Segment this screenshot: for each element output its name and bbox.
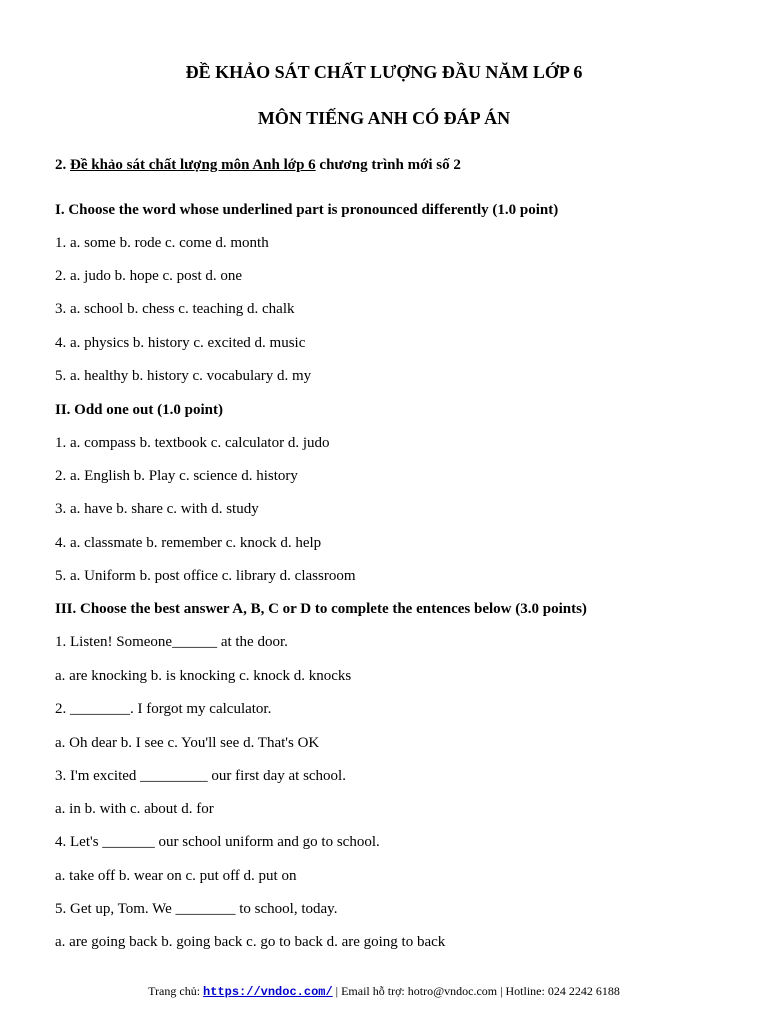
answer-options: a. in b. with c. about d. for <box>55 801 214 817</box>
page-footer <box>0 984 768 999</box>
question-line: 4. a. physics b. history c. excited d. music <box>55 335 306 351</box>
question-line: 3. a. school b. chess c. teaching d. chalk <box>55 301 295 317</box>
answer-options: a. take off b. wear on c. put off d. put on <box>55 868 297 884</box>
question-line: 5. a. healthy b. history c. vocabulary d. my <box>55 368 312 384</box>
question-line: 4. Let's _______ our school uniform and go to school. <box>55 834 380 850</box>
footer-contact: | Email hỗ trợ: hotro@vndoc.com | Hotline: 024 2242 6188 <box>332 984 620 998</box>
question-line: 5. Get up, Tom. We ________ to school, today. <box>55 901 338 917</box>
subheading-rest: chương trình mới số 2 <box>315 157 461 173</box>
answer-options: a. are going back b. going back c. go to back d. are going to back <box>55 934 446 950</box>
question-line: 2. a. English b. Play c. science d. history <box>55 468 298 484</box>
subheading-number: 2. <box>55 157 70 173</box>
page-subtitle: MÔN TIẾNG ANH CÓ ĐÁP ÁN <box>257 108 511 128</box>
answer-options: a. are knocking b. is knocking c. knock d. knocks <box>55 668 352 684</box>
answer-options: a. Oh dear b. I see c. You'll see d. That's OK <box>55 735 320 751</box>
question-line: 3. a. have b. share c. with d. study <box>55 501 259 517</box>
footer-homepage-link[interactable]: https://vndoc.com/ <box>203 985 333 999</box>
page-title: ĐỀ KHẢO SÁT CHẤT LƯỢNG ĐẦU NĂM LỚP 6 <box>185 62 583 82</box>
question-line: 2. ________. I forgot my calculator. <box>55 701 272 717</box>
question-line: 1. a. compass b. textbook c. calculator d. judo <box>55 435 330 451</box>
section-heading-2: II. Odd one out (1.0 point) <box>55 402 223 418</box>
section-heading-1: I. Choose the word whose underlined part is pronounced differently (1.0 point) <box>55 202 559 218</box>
section-heading-3: III. Choose the best answer A, B, C or D to complete the entences below (3.0 points) <box>55 601 587 617</box>
question-line: 5. a. Uniform b. post office c. library d. classroom <box>55 568 356 584</box>
question-line: 3. I'm excited _________ our first day at school. <box>55 768 346 784</box>
question-line: 1. Listen! Someone______ at the door. <box>55 634 288 650</box>
question-line: 1. a. some b. rode c. come d. month <box>55 235 269 251</box>
subheading-link[interactable]: Đề khảo sát chất lượng môn Anh lớp 6 <box>70 157 316 173</box>
question-line: 4. a. classmate b. remember c. knock d. help <box>55 535 322 551</box>
subheading <box>55 157 461 174</box>
question-line: 2. a. judo b. hope c. post d. one <box>55 268 243 284</box>
footer-prefix: Trang chủ: <box>148 984 204 998</box>
